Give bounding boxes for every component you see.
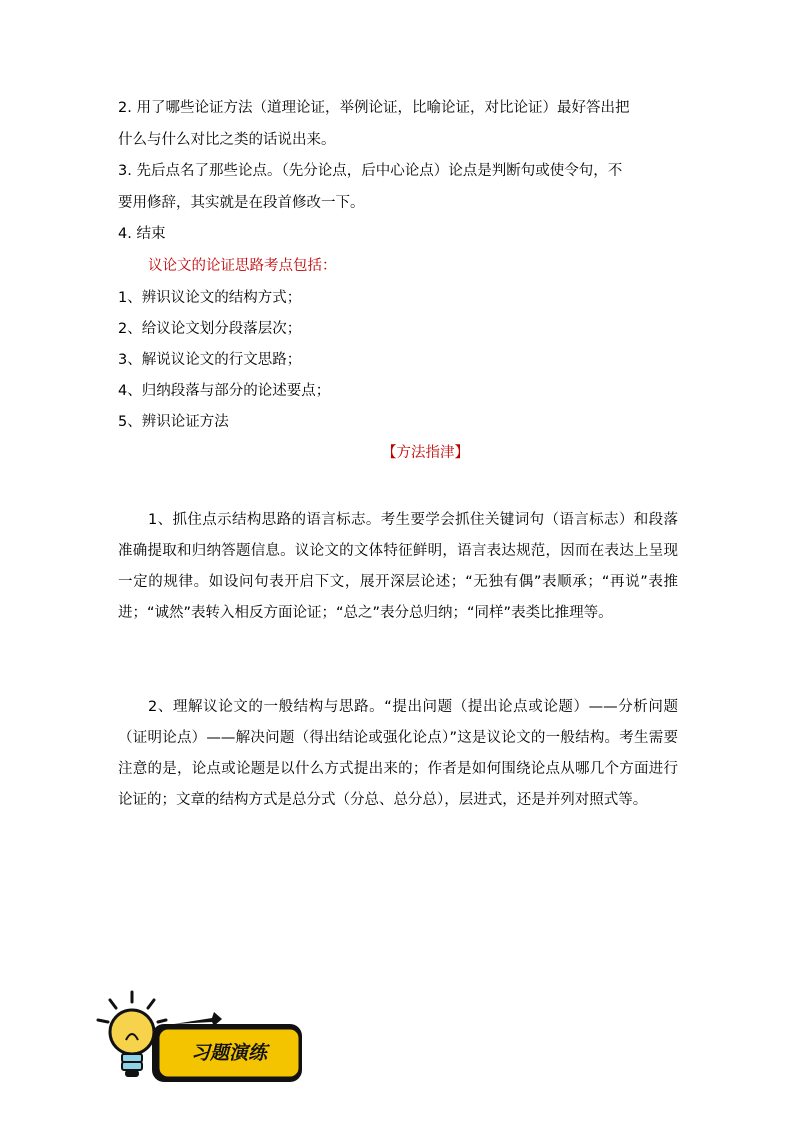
exam-point-2: 2、给议论文划分段落层次； xyxy=(118,321,302,337)
method-paragraph-2 xyxy=(118,692,678,816)
list-item-3-line2: 要用修辞，其实就是在段首修改一下。 xyxy=(118,195,365,211)
exam-point-3: 3、解说议论文的行文思路； xyxy=(118,352,302,368)
method-paragraph-1-text: 1、抓住点示结构思路的语言标志。考生要学会抓住关键词句（语言标志）和段落准确提取和归纳答题信息。议论文的文体特征鲜明，语言表达规范，因而在表达上呈现一定的规律。如设问句表开启下文，展开深层论述；“无独有偶”表顺承；“再说”表推进；“诚然”表转入相反方面论证；“总之”表分总归纳；“同样”表类比推理等。 xyxy=(118,512,678,621)
banner-flag xyxy=(174,1012,222,1026)
section-title: 【方法指津】 xyxy=(382,445,469,461)
banner-label: 习题演练 xyxy=(190,1042,268,1064)
exercise-banner xyxy=(96,988,308,1098)
method-paragraph-1 xyxy=(118,505,678,629)
exam-point-4: 4、归纳段落与部分的论述要点； xyxy=(118,383,331,399)
exam-point-1: 1、辨识议论文的结构方式； xyxy=(118,290,302,306)
list-item-2-line1: 2. 用了哪些论证方法（道理论证，举例论证，比喻论证，对比论证）最好答出把 xyxy=(118,100,630,116)
exam-point-5: 5、辨识论证方法 xyxy=(118,414,229,430)
list-item-2-line2: 什么与什么对比之类的话说出来。 xyxy=(118,132,336,148)
method-paragraph-2-text: 2、理解议论文的一般结构与思路。“提出问题（提出论点或论题）——分析问题（证明论点）——解决问题（得出结论或强化论点）”这是议论文的一般结构。考生需要注意的是，论点或论题是以什么方式提出来的；作者是如何围绕论点从哪几个方面进行论证的；文章的结构方式是总分式（分总、总分总），层进式，还是并列对照式等。 xyxy=(118,699,678,808)
exam-points-heading: 议论文的论证思路考点包括： xyxy=(148,258,337,274)
list-item-4: 4. 结束 xyxy=(118,226,166,242)
list-item-3-line1: 3. 先后点名了那些论点。（先分论点，后中心论点）论点是判断句或使令句，不 xyxy=(118,163,623,179)
